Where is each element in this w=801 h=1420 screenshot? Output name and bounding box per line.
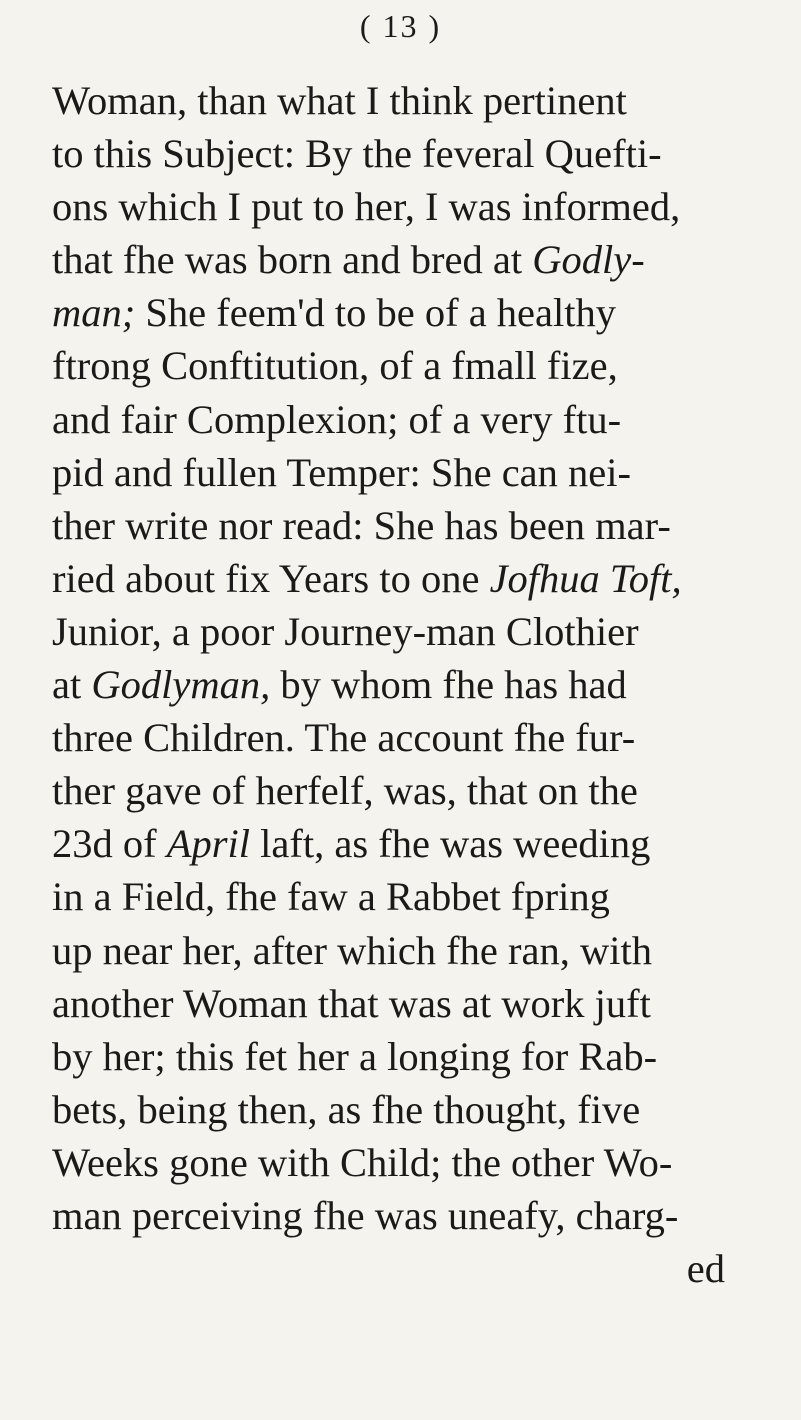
text-line: ther write nor read: She has been mar-	[52, 502, 671, 548]
page-number: ( 13 )	[359, 8, 442, 44]
text-line: up near her, after which fhe ran, with	[52, 927, 652, 973]
text-line: Junior, a poor Journey-man Clothier	[52, 608, 639, 654]
text-line: 23d of April laft, as fhe was weeding	[52, 821, 651, 867]
text-line: Weeks gone with Child; the other Wo-	[52, 1139, 673, 1185]
text-line: in a Field, fhe faw a Rabbet fpring	[52, 874, 610, 920]
text-line: ther gave of herfelf, was, that on the	[52, 768, 638, 814]
catchword: ed	[686, 1246, 725, 1292]
text-line: man perceiving fhe was uneafy, charg-	[52, 1192, 679, 1238]
text-line: ried about fix Years to one Jofhua Toft,	[52, 555, 682, 601]
text-line: Woman, than what I think pertinent	[52, 78, 627, 123]
text-line: ftrong Conftitution, of a fmall fize,	[52, 343, 618, 389]
text-line: three Children. The account fhe fur-	[52, 715, 636, 761]
text-line: and fair Complexion; of a very ftu-	[52, 396, 622, 442]
catchword-line	[52, 1242, 732, 1295]
text-line: by her; this fet her a longing for Rab-	[52, 1033, 658, 1079]
text-line: bets, being then, as fhe thought, five	[52, 1086, 641, 1132]
text-line: another Woman that was at work juft	[52, 980, 651, 1026]
text-line: ons which I put to her, I was informed,	[52, 184, 681, 230]
text-line: at Godlyman, by whom fhe has had	[52, 662, 627, 708]
text-line: man; She feem'd to be of a healthy	[52, 290, 617, 336]
text-line: pid and fullen Temper: She can nei-	[52, 449, 631, 495]
body-text	[52, 74, 732, 1295]
text-line: that fhe was born and bred at Godly-	[52, 237, 645, 283]
text-line: to this Subject: By the feveral Quefti-	[52, 131, 662, 177]
